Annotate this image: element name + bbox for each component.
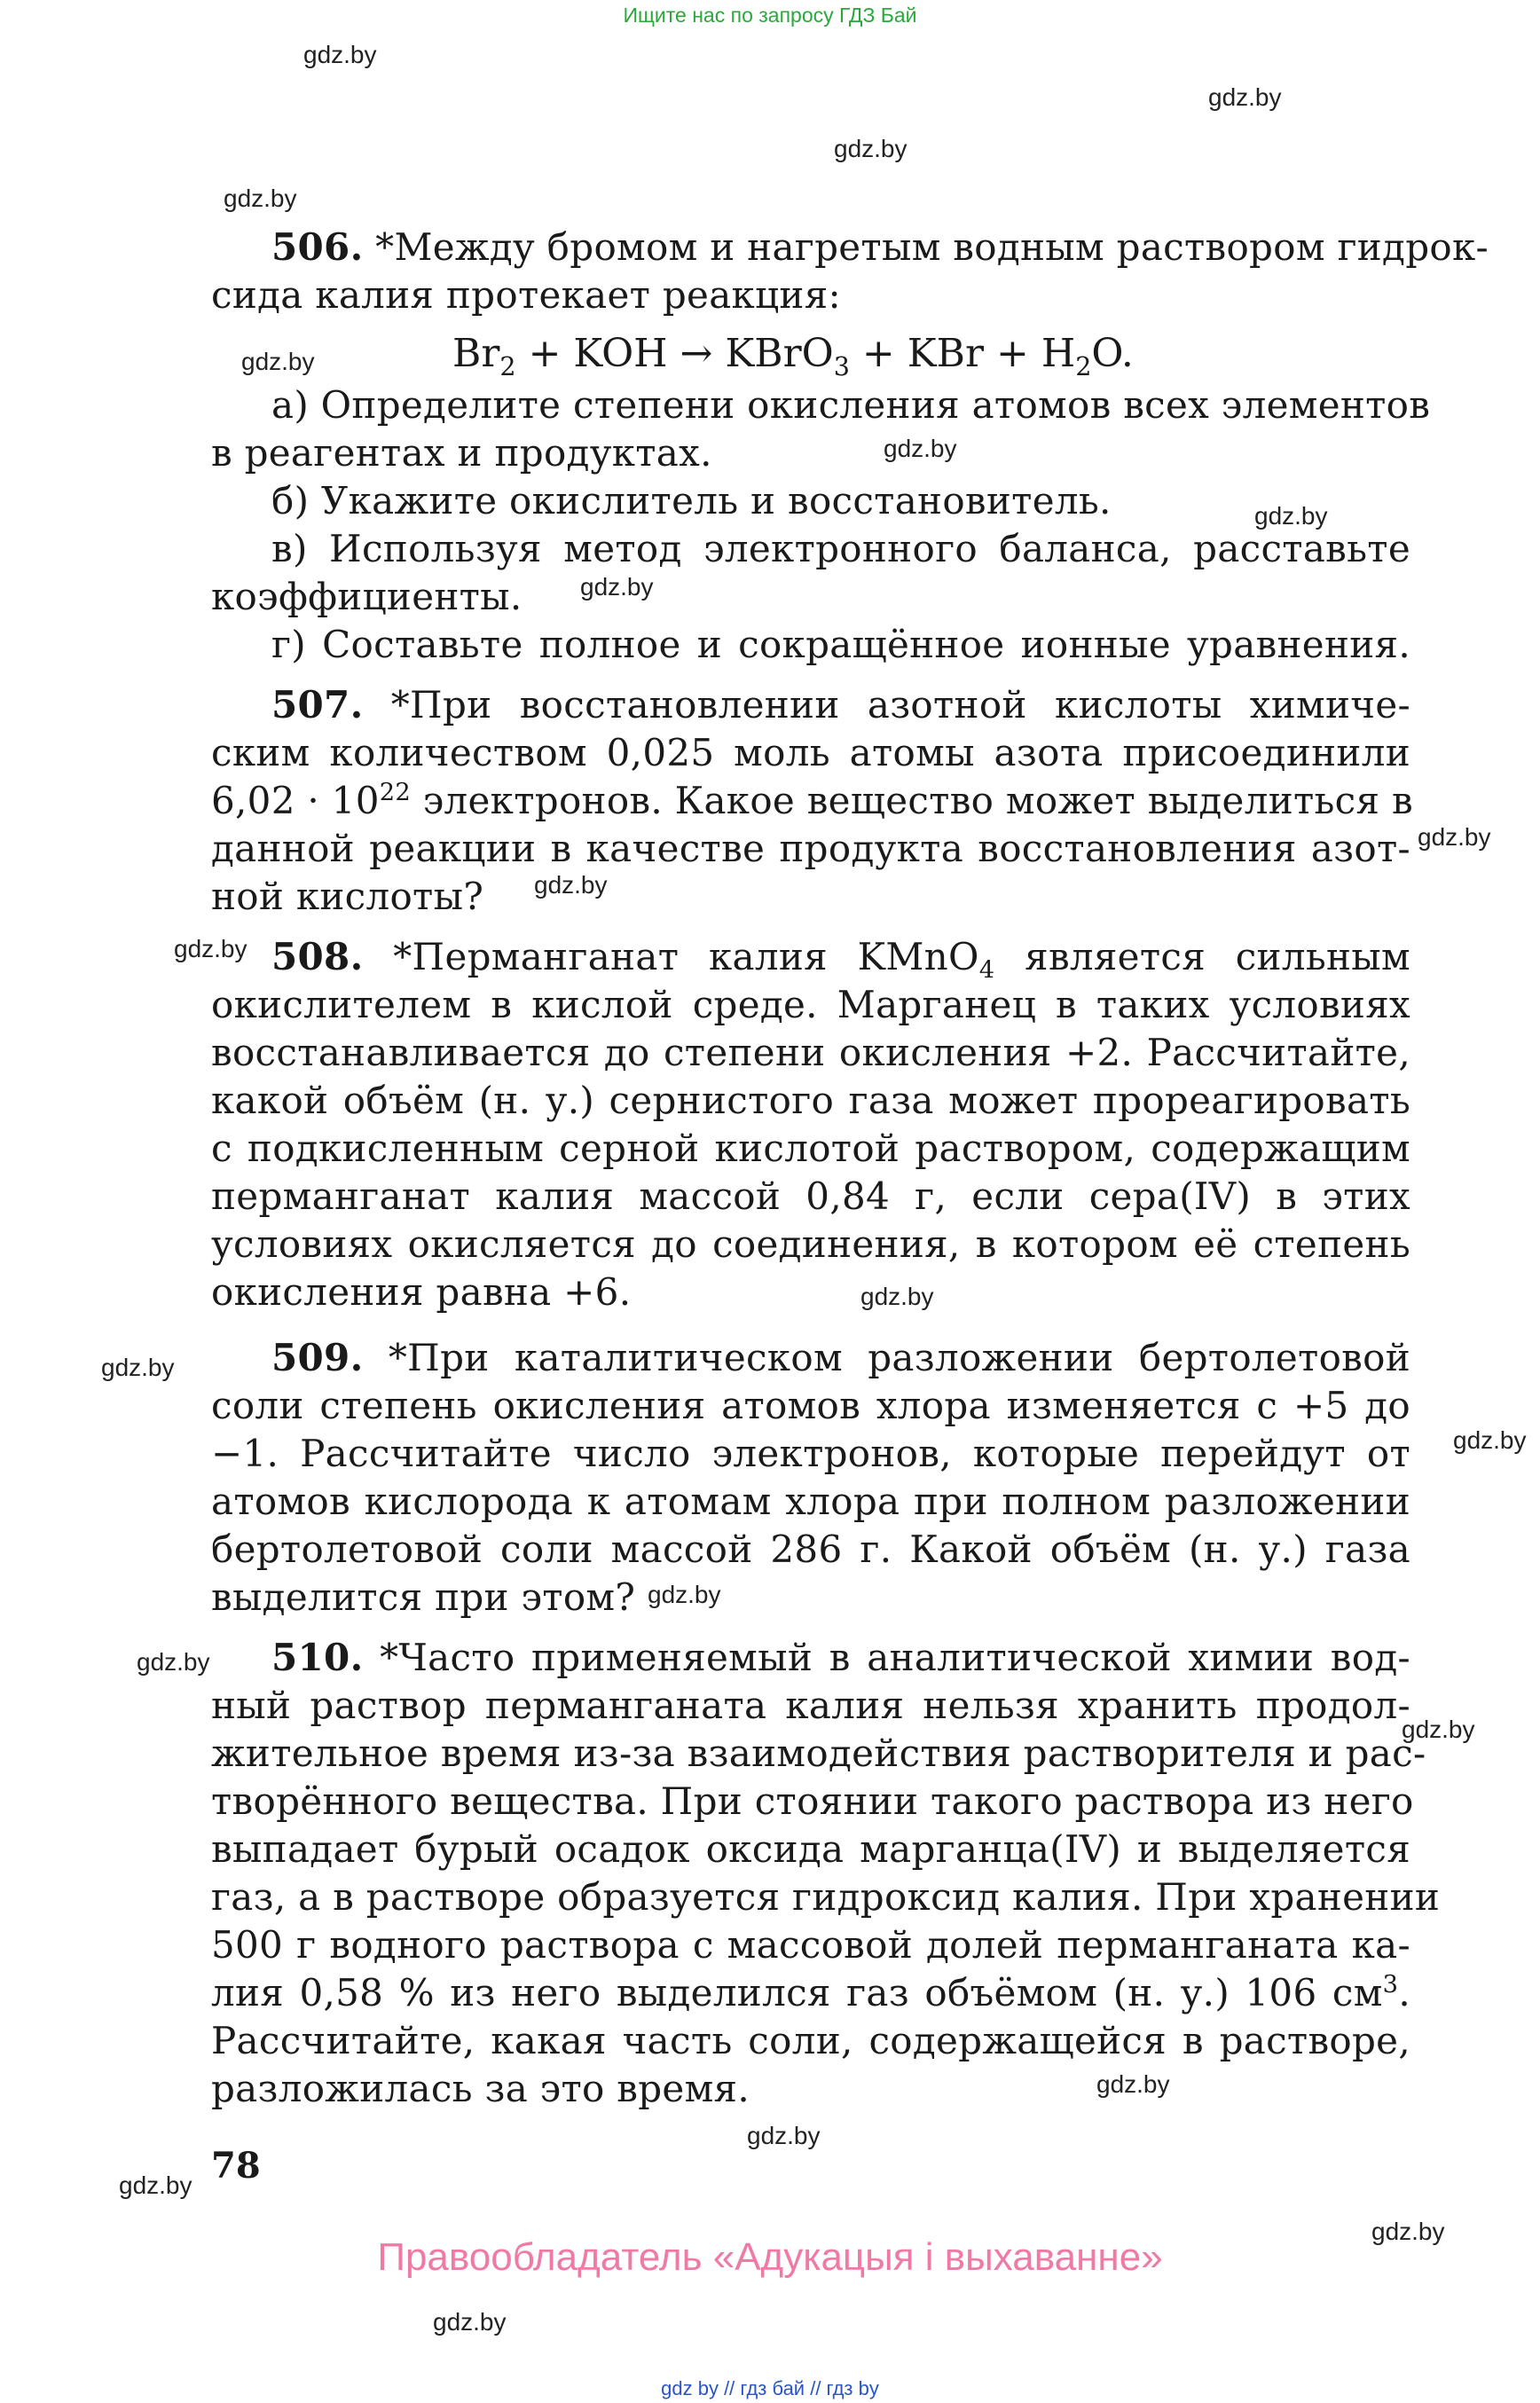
watermark: gdz.by (174, 935, 248, 962)
p509-line: соли степень окисления атомов хлора изменяется с +5 до (211, 1384, 1410, 1427)
p510-line: творённого вещества. При стоянии такого раствора из него (211, 1779, 1414, 1823)
page-number: 78 (211, 2145, 261, 2187)
p506-line: в) Используя метод электронного баланса, расставьте (271, 527, 1410, 570)
watermark: gdz.by (648, 1581, 721, 1608)
watermark: gdz.by (241, 348, 315, 375)
p509-line: 509. *При каталитическом разложении бертолетовой (271, 1336, 1410, 1379)
p508-line: восстанавливается до степени окисления +2. Рассчитайте, (211, 1031, 1410, 1074)
p506-line: 506. *Между бромом и нагретым водным раствором гидрок- (271, 225, 1489, 269)
p506-line: а) Определите степени окисления атомов всех элементов (271, 383, 1431, 427)
p507-line: ским количеством 0,025 моль атомы азота присоединили (211, 731, 1410, 774)
p506-line: коэффициенты. (211, 575, 522, 618)
p510-line: 500 г водного раствора с массовой долей перманганата ка- (211, 1923, 1410, 1967)
p510-line: разложилась за это время. (211, 2067, 750, 2110)
watermark: gdz.by (433, 2308, 507, 2336)
p509-line: −1. Рассчитайте число электронов, которые перейдут от (211, 1432, 1410, 1475)
problem-number: 509. (271, 1336, 364, 1379)
watermark: gdz.by (137, 1648, 210, 1676)
p507-line: 507. *При восстановлении азотной кислоты химиче- (271, 683, 1410, 726)
watermark: gdz.by (1453, 1426, 1527, 1454)
watermark: gdz.by (1371, 2218, 1445, 2245)
watermark: gdz.by (224, 185, 297, 212)
watermark: gdz.by (1208, 83, 1282, 111)
p507-line: ной кислоты? (211, 875, 484, 918)
p508-line: окисления равна +6. (211, 1270, 632, 1314)
p508-line: условиях окисляется до соединения, в котором её степень (211, 1222, 1410, 1266)
p506-line: в реагентах и продуктах. (211, 431, 712, 475)
p509-line: выделится при этом? (211, 1575, 636, 1619)
p510-line: лия 0,58 % из него выделился газ объёмом (н. у.) 106 $см^3$. (211, 1971, 1410, 2014)
p506-line: г) Составьте полное и сокращённое ионные уравнения. (271, 623, 1410, 666)
p510-line: выпадает бурый осадок оксида марганца(IV) и выделяется (211, 1827, 1410, 1871)
p508-line: с подкисленным серной кислотой раствором, содержащим (211, 1127, 1410, 1170)
watermark: gdz.by (884, 435, 957, 462)
p508-line: 508. *Перманганат калия KMnO$_4$ является сильным (271, 935, 1410, 985)
p510-line: 510. *Часто применяемый в аналитической химии вод- (271, 1636, 1410, 1679)
watermark: gdz.by (101, 1354, 175, 1381)
watermark: gdz.by (1402, 1716, 1475, 1743)
p510-line: жительное время из-за взаимодействия растворителя и рас- (211, 1732, 1426, 1775)
problem-number: 506. (271, 225, 364, 269)
watermark: gdz.by (1254, 502, 1328, 530)
p510-line: Рассчитайте, какая часть соли, содержащейся в растворе, (211, 2019, 1410, 2062)
problem-number: 507. (271, 683, 364, 726)
watermark: gdz.by (860, 1283, 934, 1310)
problem-number: 510. (271, 1636, 364, 1679)
p508-line: какой объём (н. у.) сернистого газа может прореагировать (211, 1079, 1410, 1122)
watermark: gdz.by (119, 2171, 192, 2199)
p507-line: $6,02 \cdot 10^{22}$ электронов. Какое вещество может выделиться в (211, 779, 1413, 822)
p506-line: сида калия протекает реакция: (211, 273, 841, 317)
top-banner[interactable]: Ищите нас по запросу ГДЗ Бай (623, 4, 917, 27)
watermark: gdz.by (1096, 2070, 1170, 2098)
p510-line: ный раствор перманганата калия нельзя хранить продол- (211, 1684, 1410, 1727)
watermark: gdz.by (747, 2122, 821, 2149)
p509-line: бертолетовой соли массой 286 г. Какой объём (н. у.) газа (211, 1527, 1410, 1571)
copyright-notice: Правообладатель «Адукацыя і выхаванне» (377, 2235, 1163, 2279)
watermark: gdz.by (834, 135, 908, 162)
reaction-equation: $Br_2$ + KOH → KBrO$_3$ + KBr + $H_2O$. (452, 331, 1134, 381)
p508-line: перманганат калия массой 0,84 г, если сера(IV) в этих (211, 1174, 1410, 1218)
p508-line: окислителем в кислой среде. Марганец в таких условиях (211, 983, 1410, 1026)
p510-line: газ, а в растворе образуется гидроксид калия. При хранении (211, 1875, 1441, 1919)
p507-line: данной реакции в качестве продукта восстановления азот- (211, 827, 1410, 870)
p506-line: б) Укажите окислитель и восстановитель. (271, 479, 1112, 522)
problem-number: 508. (271, 935, 364, 978)
watermark: gdz.by (1418, 823, 1491, 851)
p509-line: атомов кислорода к атомам хлора при полном разложении (211, 1480, 1410, 1523)
footer-links[interactable]: gdz by // гдз бай // гдз by (661, 2377, 879, 2399)
watermark: gdz.by (534, 871, 608, 899)
watermark: gdz.by (303, 41, 377, 68)
watermark: gdz.by (580, 573, 654, 601)
